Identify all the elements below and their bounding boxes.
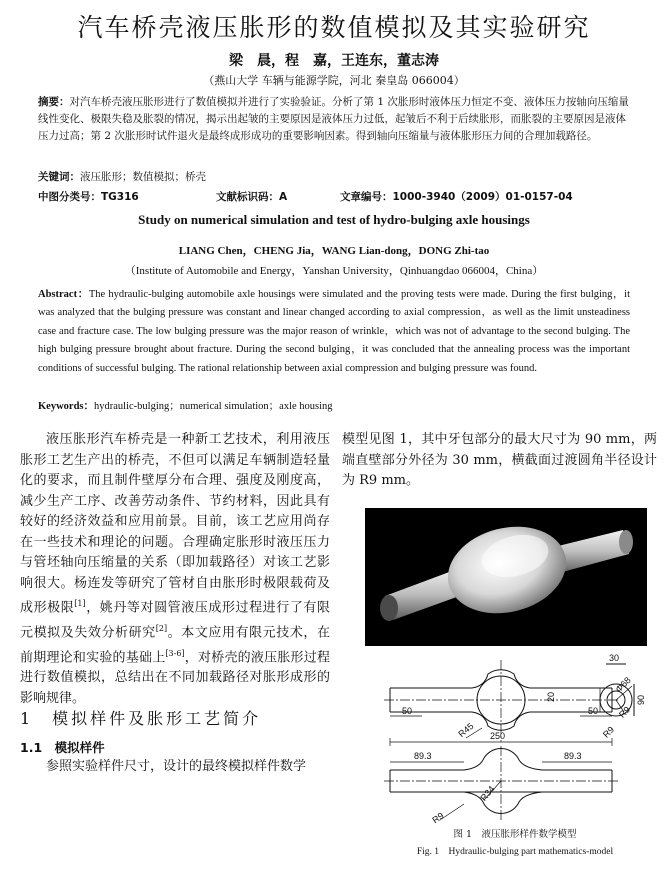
abstract-cn-text: 对汽车桥壳液压胀形进行了数值模拟并进行了实验验证。分析了第 1 次胀形时液体压力恒定不变、液体压力按轴向压缩量线性变化、极限失稳及胀裂的情况，揭示出起皱的主要原因是液体压力过低，起皱后不利于后续胀形，而胀裂的主要原因是液体压力过高；第 2 次胀形时试件退火是最终成形成功的重要影响因素。得到轴向压缩量与液体胀形压力间的合理加载路径。 [38, 96, 629, 142]
abstract-cn [38, 94, 630, 145]
figure-caption-cn: 图 1 液压胀形样件数学模型 [453, 829, 577, 840]
dim-r9-end: R9 [616, 704, 633, 720]
dimension-lines [390, 686, 632, 746]
section-1-heading: 1 模拟样件及胀形工艺简介 [20, 709, 262, 728]
intro-text-4: ，对桥壳的液压胀形过程进行数值模拟，总结出在不同加载路径对胀形成形的影响规律。 [20, 649, 330, 706]
figure-technical-drawing [380, 650, 648, 828]
citation-2: [2] [155, 623, 168, 633]
abstract-en-label: Abstract： [38, 289, 89, 300]
top-view [384, 660, 634, 742]
dim-r45: R45 [456, 720, 476, 740]
sample-paragraph: 参照实验样件尺寸，设计的最终模拟样件数学 [46, 759, 307, 774]
authors: 梁 晨，程 嘉，王连东，董志涛 [229, 53, 439, 69]
keywords-cn-label: 关键词： [38, 171, 80, 183]
keywords-en [38, 398, 630, 416]
dim-89-3-right: 89.3 [564, 751, 582, 761]
figure-caption-en: Fig. 1 Hydraulic-bulging part mathematics-model [416, 847, 614, 857]
dim-89-3-left: 89.3 [414, 751, 432, 761]
right-tube-opening [619, 530, 633, 554]
dim-50-right: 50 [588, 706, 599, 716]
citation-3: [3-6] [165, 648, 185, 658]
intro-text-2: ，姚丹等对圆管液压成形过程进行了有限元模拟及失效分析研究 [20, 600, 330, 641]
right-column-paragraph: 模型见图 1，其中牙包部分的最大尺寸为 90 mm，两端直壁部分外径为 30 mm，横截面过渡圆角半径设计为 R9 mm。 [342, 432, 657, 488]
abstract-cn-label: 摘要： [38, 96, 70, 108]
dim-r9-side: R9 [430, 810, 446, 826]
dim-r9-corner: R9 [600, 724, 617, 740]
left-tube-opening [380, 595, 398, 621]
figure-3d-render [365, 508, 647, 646]
dim-phi68: Φ68 [613, 675, 633, 695]
intro-text-1: 液压胀形汽车桥壳是一种新工艺技术，利用液压胀形工艺生产出的桥壳，不但可以满足车辆制造轻量化的要求，而且制件壁厚分布合理、强度及刚度高，减少生产工序、改善劳动条件、节约材料，因此具有较好的经济效益和应用前景。目前，该工艺应用尚存在一些技术和理论的问题。合理确定胀形时液压压力与管坯轴向压缩量的关系（即加载路径）对该工艺影响很大。杨连发等研究了管材自由胀形时极限载荷及成形极限 [20, 432, 330, 616]
intro-paragraph [20, 430, 330, 709]
dim-250: 250 [490, 731, 506, 741]
english-title: Study on numerical simulation and test of hydro-bulging axle housings [138, 212, 530, 227]
affiliation: （燕山大学 车辆与能源学院，河北 秦皇岛 066004） [203, 74, 465, 87]
document-code: 文献标识码：A [216, 191, 288, 203]
section-1-1-heading: 1.1 模拟样件 [20, 740, 105, 755]
english-authors: LIANG Chen，CHENG Jia，WANG Lian-dong，DONG Zhi-tao [178, 245, 490, 257]
abstract-en-text: The hydraulic-bulging automobile axle housings were simulated and the proving tests were made. During the first bulging，it was analyzed that the bulging pressure was constant and linear changed according to axial compression，as well as the limit unsteadiness case and fracture case. The low bulging pressure was the major reason of wrinkle，which was not of advantage to the second bulging. The high bulging pressure brought about fracture. During the second bulging，it was concluded that the annealing process was the important conditions of successful bulging. The rational relationship between axial compression and bulging pressure was found. [38, 289, 631, 374]
dim-30: 30 [609, 653, 620, 663]
clc-number: 中图分类号：TG316 [38, 191, 139, 203]
dim-r34: R34 [478, 783, 497, 803]
dim-50-left: 50 [402, 706, 413, 716]
dim-90: 90 [636, 694, 646, 705]
keywords-en-text: hydraulic-bulging；numerical simulation；axle housing [94, 401, 333, 412]
paper-title: 汽车桥壳液压胀形的数值模拟及其实验研究 [77, 13, 591, 42]
dim-20: 20 [546, 691, 556, 702]
english-affiliation: （Institute of Automobile and Energy，Yanshan University，Qinhuangdao 066004，China） [124, 265, 544, 277]
abstract-en [38, 286, 630, 378]
keywords-cn [38, 169, 630, 186]
keywords-cn-text: 液压胀形；数值模拟；桥壳 [80, 171, 206, 183]
intro-text-3: 。本文应用有限元技术，在前期理论和实验的基础上 [20, 625, 330, 665]
citation-1: [1] [74, 599, 86, 608]
article-number: 文章编号：1000-3940（2009）01-0157-04 [340, 191, 573, 203]
keywords-en-label: Keywords： [38, 401, 94, 412]
